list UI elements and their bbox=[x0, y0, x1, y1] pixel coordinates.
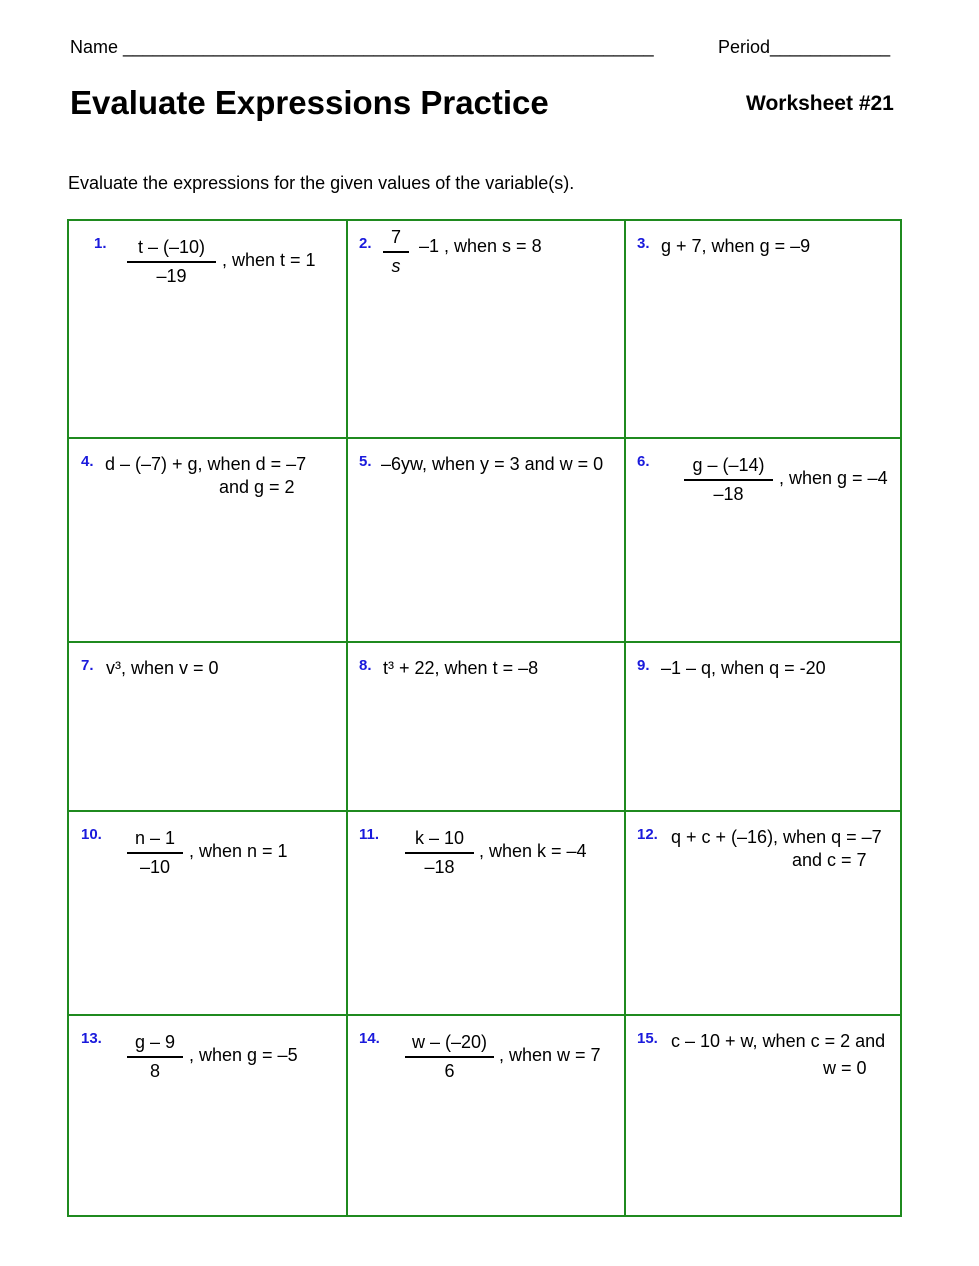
fraction bbox=[405, 828, 474, 878]
problem-number: 10. bbox=[81, 826, 102, 843]
problem-number: 4. bbox=[81, 453, 94, 470]
denominator: –18 bbox=[424, 857, 455, 877]
numerator: 7 bbox=[390, 227, 401, 247]
fraction bbox=[405, 1032, 494, 1082]
problem-condition: c – 10 + w, when c = 2 and bbox=[671, 1031, 886, 1051]
problem-15 bbox=[626, 1016, 902, 1217]
problem-number: 3. bbox=[637, 235, 650, 252]
numerator: k – 10 bbox=[414, 828, 465, 848]
problem-condition: g + 7, when g = –9 bbox=[661, 236, 811, 256]
fraction bbox=[684, 455, 773, 505]
problem-condition-cont: w = 0 bbox=[823, 1058, 867, 1078]
problem-condition: t³ + 22, when t = –8 bbox=[383, 658, 539, 678]
denominator: –10 bbox=[139, 857, 171, 877]
problem-number: 14. bbox=[359, 1030, 380, 1047]
problem-11 bbox=[348, 812, 624, 1014]
denominator: –19 bbox=[156, 266, 187, 286]
problem-condition-cont: and g = 2 bbox=[219, 477, 295, 497]
worksheet-number: Worksheet #21 bbox=[746, 92, 894, 115]
numerator: g – 9 bbox=[134, 1032, 176, 1052]
problem-3 bbox=[626, 221, 902, 437]
problem-number: 1. bbox=[94, 235, 107, 252]
numerator: g – (–14) bbox=[692, 455, 765, 475]
fraction bbox=[127, 1032, 183, 1082]
fraction bbox=[127, 828, 183, 878]
problem-number: 15. bbox=[637, 1030, 658, 1047]
problem-condition: d – (–7) + g, when d = –7 bbox=[105, 454, 307, 474]
problem-number: 8. bbox=[359, 657, 372, 674]
numerator: w – (–20) bbox=[411, 1032, 488, 1052]
problem-condition: , when k = –4 bbox=[479, 841, 587, 861]
problem-condition: –6yw, when y = 3 and w = 0 bbox=[381, 454, 604, 474]
fraction bbox=[383, 227, 409, 277]
denominator: –18 bbox=[713, 484, 744, 504]
problem-number: 12. bbox=[637, 826, 658, 843]
problem-condition: q + c + (–16), when q = –7 bbox=[671, 827, 882, 847]
problem-condition: , when w = 7 bbox=[499, 1045, 601, 1065]
problem-1 bbox=[69, 221, 346, 437]
period-field-line: Period____________ bbox=[718, 37, 891, 57]
problem-number: 2. bbox=[359, 235, 372, 252]
problem-number: 11. bbox=[359, 826, 380, 843]
problem-condition: , when n = 1 bbox=[189, 841, 288, 861]
name-field-line: Name _____________________________________________________ bbox=[70, 37, 654, 57]
problem-condition: , when t = 1 bbox=[222, 250, 316, 270]
problem-8 bbox=[348, 643, 624, 810]
problem-condition-cont: and c = 7 bbox=[792, 850, 867, 870]
denominator: 8 bbox=[149, 1061, 160, 1081]
problem-10 bbox=[69, 812, 346, 1014]
problem-6 bbox=[626, 439, 902, 641]
denominator: s bbox=[391, 256, 401, 276]
problem-4 bbox=[69, 439, 346, 641]
problem-number: 5. bbox=[359, 453, 372, 470]
problem-condition: –1 – q, when q = -20 bbox=[661, 658, 826, 678]
instructions: Evaluate the expressions for the given values of the variable(s). bbox=[68, 173, 575, 193]
problem-14 bbox=[348, 1016, 624, 1217]
problem-condition: , when g = –4 bbox=[779, 468, 888, 488]
denominator: 6 bbox=[444, 1061, 455, 1081]
problem-condition: v³, when v = 0 bbox=[106, 658, 219, 678]
problem-12 bbox=[626, 812, 902, 1014]
problem-condition: –1 , when s = 8 bbox=[419, 236, 542, 256]
problem-grid bbox=[67, 219, 902, 1217]
problem-condition: , when g = –5 bbox=[189, 1045, 298, 1065]
problem-13 bbox=[69, 1016, 346, 1217]
problem-7 bbox=[69, 643, 346, 810]
problem-9 bbox=[626, 643, 902, 810]
problem-number: 13. bbox=[81, 1030, 102, 1047]
problem-5 bbox=[348, 439, 624, 641]
problem-number: 6. bbox=[637, 453, 650, 470]
problem-2 bbox=[348, 221, 624, 437]
numerator: n – 1 bbox=[134, 828, 176, 848]
problem-number: 9. bbox=[637, 657, 650, 674]
numerator: t – (–10) bbox=[137, 237, 206, 257]
fraction bbox=[127, 237, 216, 287]
page-title: Evaluate Expressions Practice bbox=[70, 84, 549, 121]
problem-number: 7. bbox=[81, 657, 94, 674]
